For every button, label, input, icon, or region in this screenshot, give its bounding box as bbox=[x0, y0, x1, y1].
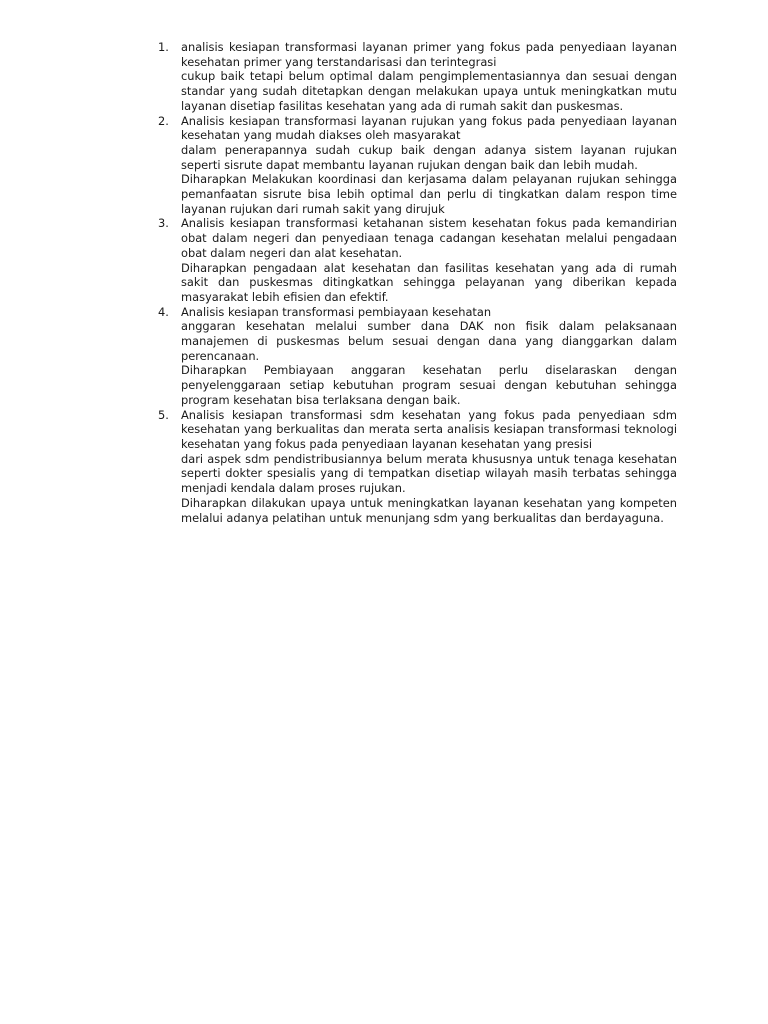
list-item bbox=[158, 216, 677, 304]
item-paragraph: cukup baik tetapi belum optimal dalam pengimplementasiannya dan sesuai dengan standar yang sudah ditetapkan dengan melakukan upaya untuk meningkatkan mutu layanan disetiap fasilitas kesehatan yang ada di rumah sakit dan puskesmas. bbox=[181, 69, 677, 113]
item-paragraph: Diharapkan Melakukan koordinasi dan kerjasama dalam pelayanan rujukan sehingga pemanfaatan sisrute bisa lebih optimal dan perlu di tingkatkan dalam respon time layanan rujukan dari rumah sakit yang dirujuk bbox=[181, 172, 677, 216]
item-number: 1. bbox=[158, 40, 169, 54]
list-item bbox=[158, 113, 677, 217]
item-heading: Analisis kesiapan transformasi pembiayaan kesehatan bbox=[181, 304, 492, 319]
item-heading: Analisis kesiapan transformasi sdm kesehatan yang fokus pada penyediaan sdm kesehatan yang berkualitas dan merata serta analisis kesiapan transformasi teknologi kesehatan yang fokus pada penyediaan layanan kesehatan yang presisi bbox=[181, 407, 677, 451]
item-paragraph: dari aspek sdm pendistribusiannya belum merata khususnya untuk tenaga kesehatan seperti dokter spesialis yang di tempatkan disetiap wilayah masih terbatas sehingga menjadi kendala dalam proses rujukan. bbox=[181, 451, 677, 496]
list-item bbox=[158, 304, 677, 408]
item-heading: Analisis kesiapan transformasi layanan rujukan yang fokus pada penyediaan layanan kesehatan yang mudah diakses oleh masyarakat bbox=[181, 113, 677, 143]
item-paragraph: Diharapkan dilakukan upaya untuk meningkatkan layanan kesehatan yang kompeten melalui adanya pelatihan untuk menunjang sdm yang berkualitas dan berdayaguna. bbox=[181, 495, 677, 525]
item-paragraph: Diharapkan pengadaan alat kesehatan dan fasilitas kesehatan yang ada di rumah sakit dan puskesmas ditingkatkan sehingga pelayanan yang diberikan kepada masyarakat lebih efisien dan efektif. bbox=[181, 260, 677, 304]
numbered-list bbox=[158, 40, 677, 525]
item-number: 4. bbox=[158, 304, 169, 319]
item-paragraph: dalam penerapannya sudah cukup baik dengan adanya sistem layanan rujukan seperti sisrute dapat membantu layanan rujukan dengan baik dan lebih mudah. bbox=[181, 142, 677, 172]
item-paragraph: anggaran kesehatan melalui sumber dana DAK non fisik dalam pelaksanaan manajemen di puskesmas belum sesuai dengan dana yang dianggarkan dalam perencanaan. bbox=[181, 319, 677, 363]
item-number: 2. bbox=[158, 113, 169, 128]
item-number: 3. bbox=[158, 216, 169, 231]
list-item bbox=[158, 407, 677, 526]
list-item bbox=[158, 40, 677, 114]
item-heading: Analisis kesiapan transformasi ketahanan sistem kesehatan fokus pada kemandirian obat dalam negeri dan penyediaan tenaga cadangan kesehatan melalui pengadaan obat dalam negeri dan alat kesehatan. bbox=[181, 216, 677, 260]
item-number: 5. bbox=[158, 407, 169, 422]
item-paragraph: Diharapkan Pembiayaan anggaran kesehatan perlu diselaraskan dengan penyelenggaraan setiap kebutuhan program sesuai dengan kebutuhan sehingga program kesehatan bisa terlaksana dengan baik. bbox=[181, 363, 677, 407]
item-heading: analisis kesiapan transformasi layanan primer yang fokus pada penyediaan layanan kesehatan primer yang terstandarisasi dan terintegrasi bbox=[181, 40, 677, 69]
